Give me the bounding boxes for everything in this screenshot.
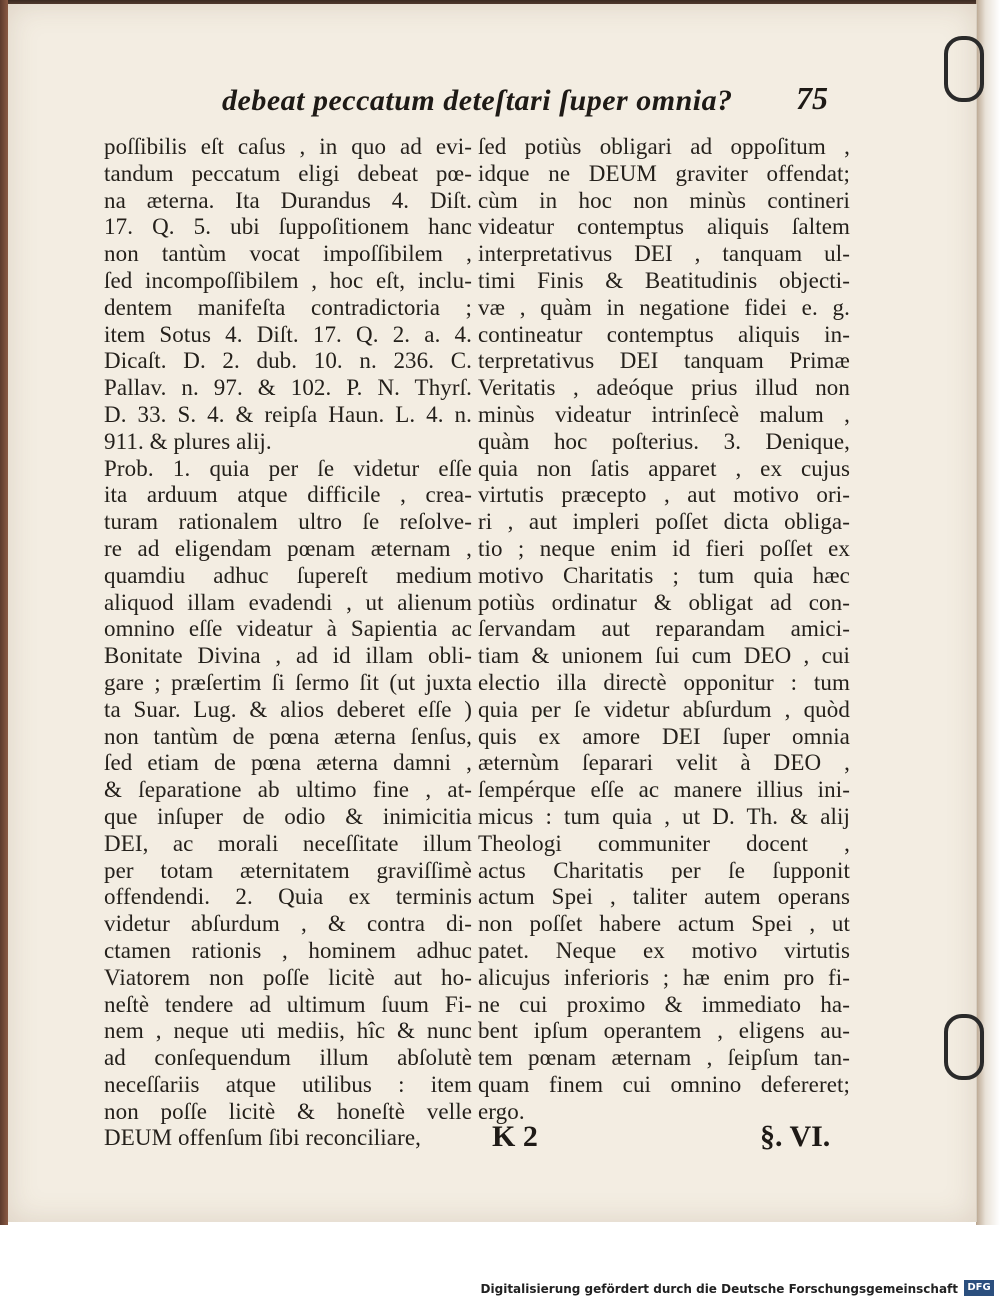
right-column-line: videatur contemptus aliquis ſaltem [478,214,850,240]
left-column-line: quamdiu adhuc ſupereſt medium [104,562,472,588]
right-column-line: tiam & unionem ſui cum DEO , cui [478,643,850,669]
funding-note: Digitalisierung gefördert durch die Deutsche Forschungsgemeinschaft [480,1282,958,1296]
right-column-line: quam finem cui omnino defereret; [478,1071,850,1097]
left-column-line: non poſſe licitè & honeſtè velle [104,1098,472,1124]
left-column-line: item Sotus 4. Diſt. 17. Q. 2. a. 4. [104,321,472,347]
right-column-line: ſed potiùs obligari ad oppoſitum , [478,134,850,159]
catchword: §. VI. [760,1120,831,1153]
right-column-line: quia per ſe videtur abſurdum , quòd [478,696,850,722]
left-column-line: Dicaſt. D. 2. dub. 10. n. 236. C. [104,348,472,374]
right-column-line: interpretativus DEI , tanquam ul- [478,241,850,267]
left-column-line: Prob. 1. quia per ſe videtur eſſe [104,455,472,481]
left-column-line: 911. & plures alij. [104,428,272,454]
left-column-line: gare ; præſertim ſi ſermo ſit (ut juxta [104,669,472,695]
right-column-line: potiùs ordinatur & obligat ad con- [478,589,850,615]
right-column-line: patet. Neque ex motivo virtutis [478,937,850,963]
right-column-line: Veritatis , adeóque prius illud non [478,375,850,401]
left-column-line: turam rationalem ultro ſe reſolve- [104,509,472,535]
right-column-line: Theologi communiter docent , [478,830,850,856]
left-column-line: nem , neque uti mediis, hîc & nunc [104,1018,472,1044]
right-column-line: ri , aut impleri poſſet dicta obliga- [478,509,850,535]
right-column-line: ergo. [478,1098,525,1124]
left-text-column [104,134,472,1152]
left-column-line: Viatorem non poſſe licitè aut ho- [104,964,472,990]
dfg-logo: DFG [964,1280,994,1296]
right-column-line: non poſſet habere actum Spei , ut [478,911,850,937]
running-header: debeat peccatum deteſtari ſuper omnia? [222,84,733,117]
page-clip-bottom [944,1014,984,1080]
right-column-line: contineatur contemptus aliquis in- [478,321,850,347]
right-text-column [478,134,850,1125]
left-column-line: 17. Q. 5. ubi ſuppoſitionem hanc [104,214,472,240]
left-column-line: Pallav. n. 97. & 102. P. N. Thyrſ. [104,375,472,401]
right-column-line: actum Spei , taliter autem operans [478,884,850,910]
left-column-line: D. 33. S. 4. & reipſa Haun. L. 4. n. [104,401,472,427]
left-column-line: ita arduum atque difficile , crea- [104,482,472,508]
right-column-line: tio ; neque enim id fieri poſſet ex [478,535,850,561]
right-column-line: virtutis præcepto , aut motivo ori- [478,482,850,508]
left-column-line: & ſeparatione ab ultimo fine , at- [104,777,472,803]
book-cover-left-edge [0,0,8,1225]
right-column-line: idque ne DEUM graviter offendat; [478,160,850,186]
left-column-line: per totam æternitatem graviſſimè [104,857,472,883]
right-column-line: micus : tum quia , ut D. Th. & alij [478,803,850,829]
right-column-line: quia non ſatis apparet , ex cujus [478,455,850,481]
left-column-line: ta Suar. Lug. & alios deberet eſſe ) [104,696,472,722]
left-column-line: ſed incompoſſibilem , hoc eſt, inclu- [104,267,472,293]
left-column-line: na æterna. Ita Durandus 4. Diſt. [104,187,472,213]
left-column-line: neſtè tendere ad ultimum ſuum Fi- [104,991,472,1017]
left-column-line: ctamen rationis , hominem adhuc [104,937,472,963]
left-column-line: re ad eligendam pœnam æternam , [104,535,472,561]
right-column-line: actus Charitatis per ſe ſupponit [478,857,850,883]
right-column-line: ſervandam aut reparandam amici- [478,616,850,642]
right-column-line: motivo Charitatis ; tum quia hæc [478,562,850,588]
right-column-line: quàm hoc poſterius. 3. Denique, [478,428,850,454]
left-column-line: offendendi. 2. Quia ex terminis [104,884,472,910]
left-column-line: omnino eſſe videatur à Sapientia ac [104,616,472,642]
left-column-line: non tantùm de pœna æterna ſenſus, [104,723,472,749]
left-column-line: ad conſequendum illum abſolutè [104,1045,472,1071]
left-column-line: neceſſariis atque utilibus : item [104,1071,472,1097]
right-column-line: tem pœnam æternam , ſeipſum tan- [478,1045,850,1071]
right-column-line: terpretativus DEI tanquam Primæ [478,348,850,374]
left-column-line: DEUM offenſum ſibi reconciliare, [104,1125,422,1151]
left-column-line: videtur abſurdum , & contra di- [104,911,472,937]
right-column-line: electio illa directè opponitur : tum [478,669,850,695]
right-column-line: væ , quàm in negatione fidei e. g. [478,294,850,320]
page-clip-top [944,36,984,102]
right-column-line: minùs videatur intrinſecè malum , [478,401,850,427]
left-column-line: tandum peccatum eligi debeat pœ- [104,160,472,186]
right-column-line: æternùm ſeparari velit à DEO , [478,750,850,776]
left-column-line: dentem manifeſta contradictoria ; [104,294,472,320]
right-column-line: alicujus inferioris ; hæ enim pro fi- [478,964,850,990]
left-column-line: non tantùm vocat impoſſibilem , [104,241,472,267]
right-column-line: bent ipſum operantem , eligens au- [478,1018,850,1044]
right-column-line: quis ex amore DEI ſuper omnia [478,723,850,749]
right-column-line: ſempérque eſſe ac manere illius ini- [478,777,850,803]
left-column-line: aliquod illam evadendi , ut alienum [104,589,472,615]
right-column-line: ne cui proximo & immediato ha- [478,991,850,1017]
left-column-line: que inſuper de odio & inimicitia [104,803,472,829]
left-column-line: ſed etiam de pœna æterna damni , [104,750,472,776]
right-column-line: cùm in hoc non minùs contineri [478,187,850,213]
left-column-line: DEI, ac morali neceſſitate illum [104,830,472,856]
right-column-line: timi Finis & Beatitudinis objecti- [478,267,850,293]
left-column-line: Bonitate Divina , ad id illam obli- [104,643,472,669]
page-number: 75 [796,80,828,116]
signature-mark: K 2 [492,1120,538,1153]
left-column-line: poſſibilis eſt caſus , in quo ad evi- [104,134,472,159]
